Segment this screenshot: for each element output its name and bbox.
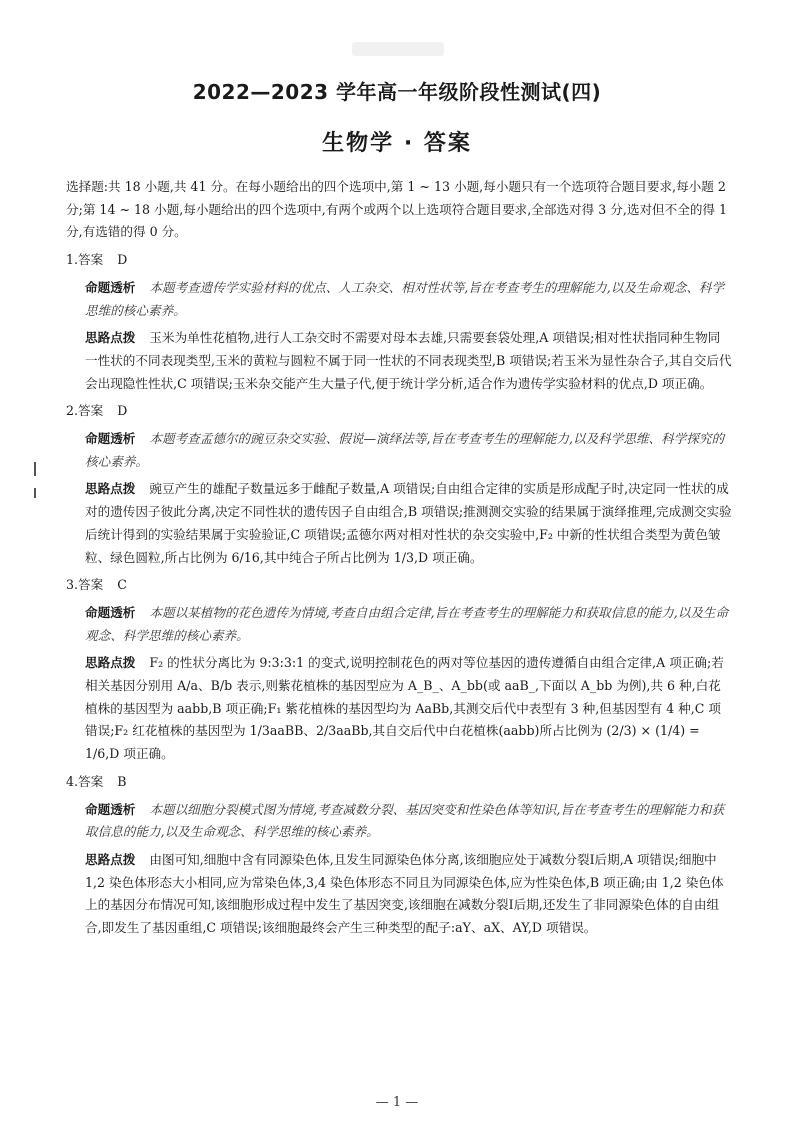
instructions: 选择题:共 18 小题,共 41 分。在每小题给出的四个选项中,第 1 ~ 13 小题,每小题只有一个选项符合题目要求,每小题 2 分;第 14 ~ 18 小题,每小题给出的四个选项中,有两个或两个以上选项符合题目要求,全部选对得 3 分,选对但不全的得 1 分,有选错的得 0 分。 [66,179,728,240]
answer-value: D [117,403,128,419]
answer-label: 答案 [78,403,104,419]
document-subtitle: 生物学 · 答案 [322,131,472,156]
hint-label: 思路点拨 [85,330,136,346]
margin-mark [34,462,36,476]
analysis-label: 命题透析 [85,801,136,817]
question-number: 2. [66,403,79,419]
hint-paragraph [66,849,732,940]
analysis-text: 本题以某植物的花色遗传为情境,考查自由组合定律,旨在考查考生的理解能力和获取信息的能力,以及生命观念、科学思维的核心素养。 [85,604,729,643]
analysis-label: 命题透析 [85,279,136,295]
hint-text: 由图可知,细胞中含有同源染色体,且发生同源染色体分离,该细胞应处于减数分裂Ⅰ后期,A 项错误;细胞中 1,2 染色体形态大小相同,应为常染色体,3,4 染色体形态不同且为同源染色体,应为性染色体,B 项正确;由 1,2 染色体上的基因分布情况可知,该细胞形成过程中发生了基因突变,该细胞在减数分裂Ⅰ后期,还发生了非同源染色体的自由组合,即发生了基因重组,C 项错误;该细胞最终会产生三种类型的配子:aY、aX、AY,D 项错误。 [85,851,724,936]
document-title: 2022—2023 学年高一年级阶段性测试(四) [192,80,602,104]
margin-mark [34,488,36,498]
analysis-text: 本题考查孟德尔的豌豆杂交实验、假说—演绎法等,旨在考查考生的理解能力,以及科学思维、科学探究的核心素养。 [85,431,725,469]
analysis-paragraph [66,799,732,844]
answer-content [66,176,732,945]
question-header [66,249,732,272]
analysis-paragraph [66,602,732,647]
question-header [66,400,732,423]
answer-label: 答案 [78,577,104,593]
hint-paragraph [66,652,732,766]
question-header [66,574,732,597]
hint-label: 思路点拨 [85,655,136,671]
question-number: 4. [66,773,79,789]
analysis-paragraph [66,428,732,473]
answer-value: C [117,577,127,593]
hint-paragraph [66,478,732,569]
question-header [66,771,732,794]
answer-value: D [117,252,128,268]
question-1 [66,249,732,395]
analysis-label: 命题透析 [85,431,136,447]
hint-text: 豌豆产生的雄配子数量远多于雌配子数量,A 项错误;自由组合定律的实质是形成配子时,决定同一性状的成对的遗传因子彼此分离,决定不同性状的遗传因子自由组合,B 项错误;推测测交实验的结果属于演绎推理,完成测交实验后统计得到的实验结果属于实验验证,C 项错误;孟德尔两对相对性状的杂交实验中,F₂ 中新的性状组合类型为黄色皱粒、绿色圆粒,所占比例为 6/16,其中纯合子所占比例为 1/3,D 项正确。 [85,481,732,565]
analysis-text: 本题以细胞分裂模式图为情境,考查减数分裂、基因突变和性染色体等知识,旨在考查考生的理解能力和获取信息的能力,以及生命观念、科学思维的核心素养。 [85,801,725,840]
answer-label: 答案 [78,252,104,268]
analysis-paragraph [66,277,732,322]
analysis-text: 本题考查遗传学实验材料的优点、人工杂交、相对性状等,旨在考查考生的理解能力,以及生命观念、科学思维的核心素养。 [85,279,725,318]
analysis-label: 命题透析 [85,604,136,620]
hint-label: 思路点拨 [85,481,136,497]
question-number: 3. [66,577,79,593]
question-2 [66,400,732,569]
answer-value: B [117,773,127,789]
page-number: — 1 — [375,1095,419,1110]
hint-paragraph [66,327,732,395]
question-4 [66,771,732,940]
hint-text: F₂ 的性状分离比为 9:3:3:1 的变式,说明控制花色的两对等位基因的遗传遵循自由组合定律,A 项正确;若相关基因分别用 A/a、B/b 表示,则紫花植株的基因型应为 A_B_、A_bb(或 aaB_,下面以 A_bb 为例),共 6 种,白花植株的基因型为 aabb,B 项正确;F₁ 紫花植株的基因型均为 AaBb,其测交后代中表型有 3 种,但基因型有 4 种,C 项错误;F₂ 红花植株的基因型为 1/3aaBB、2/3aaBb,其自交后代中白花植株(aabb)所占比例为 (2/3) × (1/4) = 1/6,D 项正确。 [85,655,724,762]
faded-stamp [352,42,444,56]
question-number: 1. [66,252,79,268]
answer-label: 答案 [78,773,104,789]
hint-text: 玉米为单性花植物,进行人工杂交时不需要对母本去雄,只需要套袋处理,A 项错误;相对性状指同种生物同一性状的不同表现类型,玉米的黄粒与圆粒不属于同一性状的不同表现类型,B 项错误;若玉米为显性杂合子,其自交后代会出现隐性性状,C 项错误;玉米杂交能产生大量子代,便于统计学分析,适合作为遗传学实验材料的优点,D 项正确。 [85,330,732,391]
question-3 [66,574,732,766]
hint-label: 思路点拨 [85,851,136,867]
